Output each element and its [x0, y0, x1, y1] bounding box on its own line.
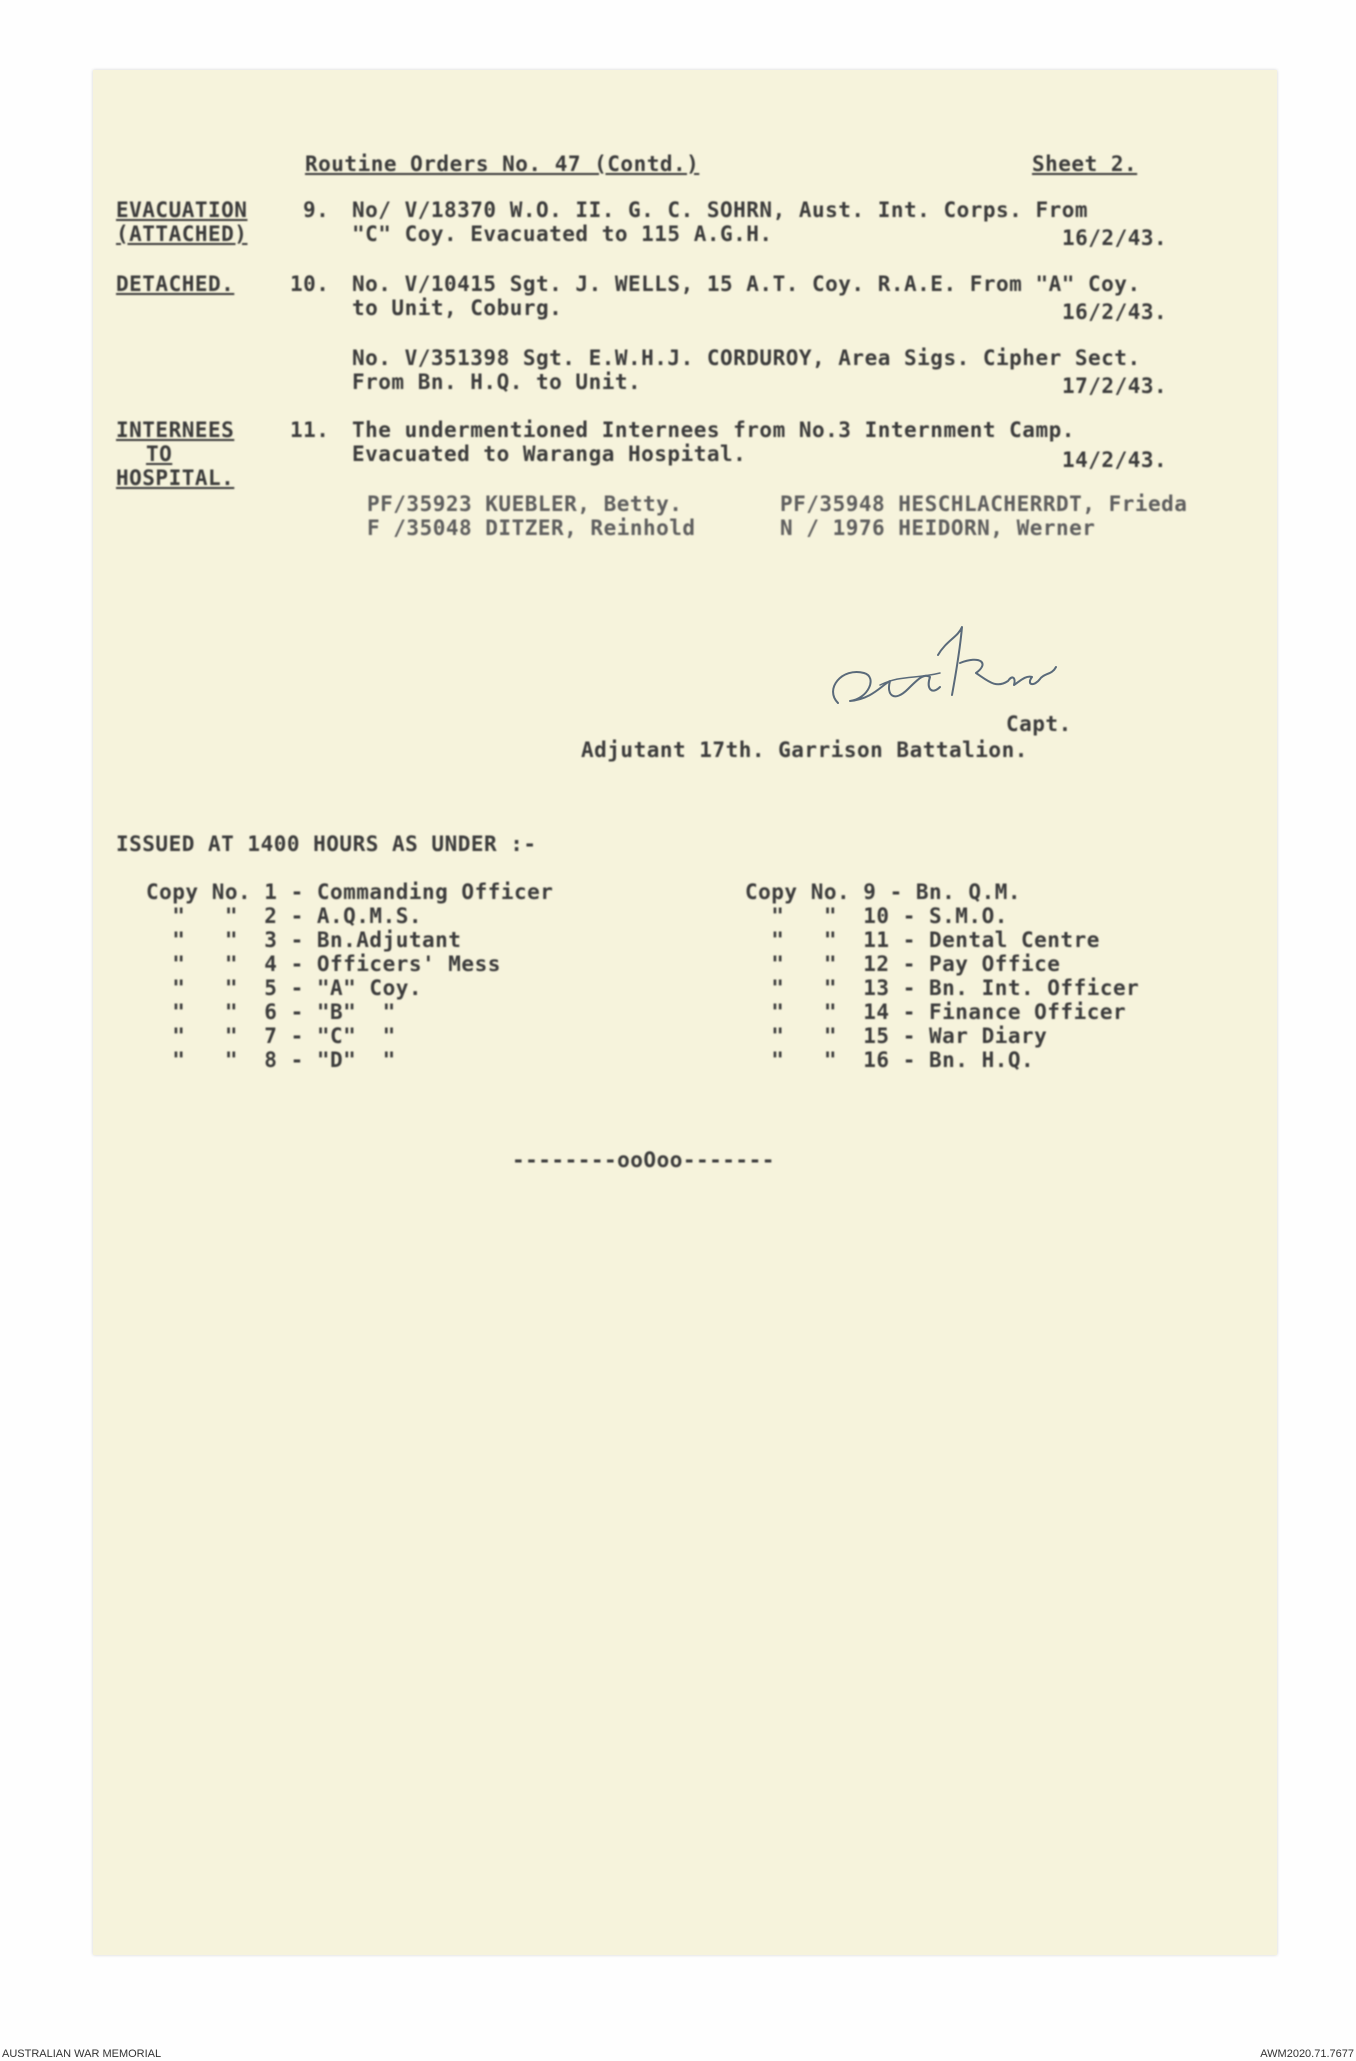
distribution-item: " " 4 - Officers' Mess: [146, 952, 501, 976]
internee-entry: PF/35923 KUEBLER, Betty.: [367, 492, 683, 516]
side-label-hospital: HOSPITAL.: [116, 466, 235, 490]
item-line: No. V/351398 Sgt. E.W.H.J. CORDUROY, Area Sigs. Cipher Sect.: [352, 346, 1141, 370]
distribution-item: " " 10 - S.M.O.: [745, 904, 1008, 928]
internee-entry: F /35048 DITZER, Reinhold: [367, 516, 696, 540]
distribution-item: " " 16 - Bn. H.Q.: [745, 1048, 1035, 1072]
signature-title: Adjutant 17th. Garrison Battalion.: [581, 738, 1028, 762]
item-number: 11.: [290, 418, 330, 442]
item-line: No. V/10415 Sgt. J. WELLS, 15 A.T. Coy. R.A.E. From "A" Coy.: [352, 272, 1141, 296]
distribution-item: " " 2 - A.Q.M.S.: [146, 904, 423, 928]
item-line: Evacuated to Waranga Hospital.: [352, 442, 747, 466]
item-number: 9.: [303, 198, 330, 222]
distribution-item: " " 8 - "D" ": [146, 1048, 396, 1072]
side-label-detached: DETACHED.: [116, 272, 235, 296]
side-label-attached: (ATTACHED): [116, 222, 248, 246]
distribution-item: " " 3 - Bn.Adjutant: [146, 928, 462, 952]
item-date: 14/2/43.: [1062, 448, 1168, 472]
item-line: From Bn. H.Q. to Unit.: [352, 370, 642, 394]
distribution-item: " " 11 - Dental Centre: [745, 928, 1100, 952]
end-mark: --------ooOoo-------: [512, 1148, 775, 1172]
distribution-item: " " 6 - "B" ": [146, 1000, 396, 1024]
distribution-item: " " 14 - Finance Officer: [745, 1000, 1127, 1024]
item-date: 16/2/43.: [1062, 300, 1168, 324]
document-heading-sheet: Sheet 2.: [1032, 152, 1138, 176]
internee-entry: N / 1976 HEIDORN, Werner: [780, 516, 1096, 540]
internee-entry: PF/35948 HESCHLACHERRDT, Frieda: [780, 492, 1188, 516]
distribution-item: " " 15 - War Diary: [745, 1024, 1048, 1048]
footer-left: AUSTRALIAN WAR MEMORIAL: [2, 2048, 162, 2060]
side-label-to: TO: [146, 442, 173, 466]
item-line: The undermentioned Internees from No.3 Internment Camp.: [352, 418, 1075, 442]
footer-right: AWM2020.71.7677: [1260, 2048, 1354, 2060]
distribution-item: " " 13 - Bn. Int. Officer: [745, 976, 1140, 1000]
distribution-item: " " 12 - Pay Office: [745, 952, 1061, 976]
distribution-item: Copy No. 9 - Bn. Q.M.: [745, 880, 1022, 904]
handwritten-signature: [820, 615, 1060, 725]
item-date: 16/2/43.: [1062, 226, 1168, 250]
item-line: to Unit, Coburg.: [352, 296, 563, 320]
distribution-item: " " 7 - "C" ": [146, 1024, 396, 1048]
distribution-item: " " 5 - "A" Coy.: [146, 976, 423, 1000]
document-heading-title: Routine Orders No. 47 (Contd.): [305, 152, 700, 176]
item-line: No/ V/18370 W.O. II. G. C. SOHRN, Aust. Int. Corps. From: [352, 198, 1089, 222]
side-label-evacuation: EVACUATION: [116, 198, 248, 222]
signature-rank: Capt.: [1006, 712, 1072, 736]
item-line: "C" Coy. Evacuated to 115 A.G.H.: [352, 222, 773, 246]
issued-heading: ISSUED AT 1400 HOURS AS UNDER :-: [116, 832, 537, 856]
item-number: 10.: [290, 272, 330, 296]
item-date: 17/2/43.: [1062, 374, 1168, 398]
distribution-item: Copy No. 1 - Commanding Officer: [146, 880, 554, 904]
side-label-internees: INTERNEES: [116, 418, 235, 442]
